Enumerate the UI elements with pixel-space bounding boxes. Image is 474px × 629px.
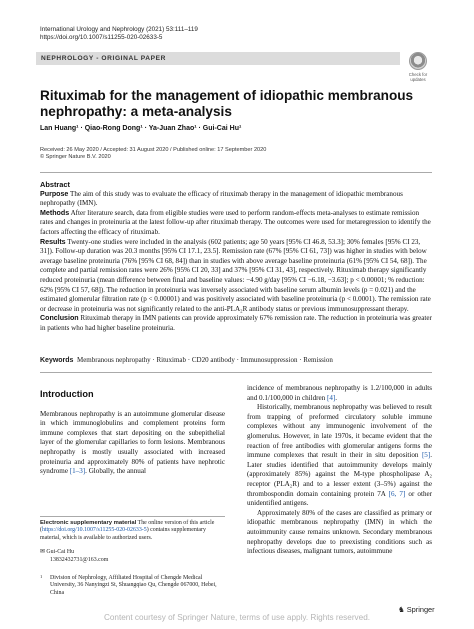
intro-text: . Globally, the annual: [85, 467, 146, 476]
esm-text: The online version of this article (: [40, 520, 215, 534]
purpose-label: Purpose: [40, 189, 69, 198]
classification-paragraph: Approximately 80% of the cases are classified as primary or idiopathic membranous nephropathy (IMN) in which the autoimmunity cause remains unknown. Secondary membranous nephropathy develops due to preexisting conditions such as infectious diseases, malignant tumors, autoimmune: [247, 508, 432, 556]
footer-notice: Content courtesy of Springer Nature, terms of use apply. Rights reserved.: [103, 613, 371, 622]
history-paragraph: [247, 403, 432, 509]
affiliation-number: 1: [40, 574, 43, 579]
methods-text: After literature search, data from eligible studies were used to perform random-effects meta-analyses to estimate remission rates and changes in proteinuria at the latest follow-up after rituximab therapy. The outcomes were used for metaregression to identify the factors affecting the efficacy of rituximab.: [40, 208, 431, 236]
incidence-paragraph: [247, 384, 432, 403]
left-column: [40, 390, 225, 477]
publication-dates: [40, 147, 266, 162]
contact-name: Gui-Cai Hu: [46, 549, 75, 555]
citation-link[interactable]: [6, 7]: [388, 489, 406, 498]
contact-name-row: [40, 549, 225, 557]
paper-title-line1: Rituximab for the management of idiopathic membranous: [40, 88, 414, 103]
envelope-icon: ✉: [40, 549, 47, 555]
results-label: Results: [40, 237, 66, 246]
right-column: [247, 384, 432, 557]
abstract-purpose: [40, 190, 432, 209]
results-text: Twenty-one studies were included in the analysis (602 patients; age 50 years [95% CI 46.8, 53.3]; 30% females [95% CI 23, 31]). Follow-up duration was 20.3 months [95% CI 17.1, 23.5]. Remission rate (67% [95% CI 61, 73]) was higher in studies with below average baseline proteinuria (76% [95% CI 68, 84]) than in studies with above average baseline proteinuria (61% [95% CI 54, 68]). The complete and partial remission rates were 26% [95% CI 20, 33] and 37% [95% CI 31, 43], respectively. Rituximab therapy significantly reduced proteinuria (mean difference between final and baseline values: −4.90 g/day [95% CI −6.18, −3.63]; p < 0.00001; % reduction: 62% [95% CI 57, 68]). The reduction in proteinuria was inversely associated with baseline serum albumin levels (p = 0.021) and the estimated glomerular filtration rate (p < 0.00001) and was positively associated with baseline proteinuria (p < 0.0001). The remission rate or decrease in proteinuria was not significantly related to the anti-PLA₂R antibody status or previous immunosuppressant therapy.: [40, 237, 431, 313]
citation-link[interactable]: [4]: [327, 393, 336, 402]
keywords: [40, 356, 432, 365]
methods-label: Methods: [40, 208, 70, 217]
supplementary-note: [40, 520, 225, 542]
introduction-paragraph: [40, 410, 225, 477]
springer-wordmark: Springer: [406, 605, 435, 614]
abstract: [40, 180, 432, 334]
keywords-text: Membranous nephropathy · Rituximab · CD20 antibody · Immunosuppression · Remission: [76, 356, 333, 364]
copyright-line: © Springer Nature B.V. 2020: [40, 154, 111, 161]
check-for-updates-icon: [409, 52, 427, 70]
affiliation-text: Division of Nephrology, Affiliated Hospital of Chengde Medical University, 36 Nanyingzi St, Shuangqiao Qu, Chengde 067000, Hebei, China: [50, 575, 217, 596]
dates-line: Received: 26 May 2020 / Accepted: 31 August 2020 / Published online: 17 September 2020: [40, 147, 267, 153]
introduction-heading: Introduction: [40, 389, 94, 399]
body-text: Historically, membranous nephropathy was believed to result from trapping of preformed circulatory soluble immune complexes without any immunogenic involvement of the glomerulus. However, in late 1970s, it became evident that the reaction of free antibodies with glomerular antigens forms the immune complexes that result in their in situ deposition: [247, 403, 432, 460]
paper-title-line2: nephropathy: a meta-analysis: [40, 104, 232, 119]
purpose-text: The aim of this study was to evaluate the efficacy of rituximab therapy in the management of idiopathic membranous nephropathy (IMN).: [40, 189, 403, 208]
abstract-methods: [40, 209, 432, 238]
abstract-results: [40, 238, 432, 315]
body-text: incidence of membranous nephropathy is 1.2/100,000 in adults and 0.1/100,000 in children: [247, 384, 432, 402]
keywords-label: Keywords: [40, 357, 74, 364]
divider: [40, 172, 432, 173]
springer-horse-icon: ♞: [398, 605, 407, 614]
abstract-heading: Abstract: [40, 180, 70, 189]
footnote-divider: [40, 516, 225, 517]
author-list: Lan Huang¹ · Qiao-Rong Dong¹ · Ya-Juan Zhao¹ · Gui-Cai Hu¹: [40, 125, 242, 132]
body-text: . Later studies identified that autoimmunity develops mainly (approximately 85%) against the M-type phospholipase A₂ receptor (PLA₂R) and to a lesser extent (3–5%) against the thrombospondin domain containing protein 7A: [247, 451, 432, 498]
citation-link[interactable]: [1–3]: [69, 467, 86, 476]
check-for-updates-line2: updates: [410, 77, 426, 82]
journal-doi: https://doi.org/10.1007/s11255-020-02633-5: [40, 34, 163, 42]
section-label: NEPHROLOGY - ORIGINAL PAPER: [36, 52, 400, 65]
body-text: .: [335, 393, 338, 402]
esm-label: Electronic supplementary material: [40, 520, 137, 526]
check-for-updates-badge[interactable]: [405, 52, 431, 82]
citation-link[interactable]: [5]: [421, 451, 431, 460]
body-text: or other unidentified antigens.: [247, 489, 432, 508]
esm-doi-link[interactable]: https://doi.org/10.1007/s11255-020-02633-5: [41, 527, 147, 534]
check-for-updates-line1: Check for: [408, 72, 428, 77]
divider: [40, 372, 432, 373]
journal-header: [40, 26, 198, 43]
intro-text: Membranous nephropathy is an autoimmune glomerular disease in which immunoglobulins and complement proteins form immune complexes that start depositing on the subepithelial layer of the glomerular capillaries to form lesions. Membranous nephropathy is mostly usually associated with increased proteinuria and approximately 80% of patients have nephrotic syndrome: [40, 409, 225, 476]
paper-title: [40, 88, 430, 120]
journal-citation: International Urology and Nephrology (2021) 53:111–119: [40, 26, 198, 33]
affiliation: [40, 575, 225, 597]
conclusion-label: Conclusion: [40, 314, 79, 323]
conclusion-text: Rituximab therapy in IMN patients can provide approximately 67% remission rate. The reduction in proteinuria was greater in patients who had higher baseline proteinuria.: [40, 314, 432, 332]
esm-text: ) contains supplementary material, which is available to authorized users.: [40, 527, 206, 541]
corresponding-author: [40, 549, 225, 564]
contact-email[interactable]: 13832432731@163.com: [50, 556, 109, 563]
abstract-conclusion: [40, 314, 432, 333]
